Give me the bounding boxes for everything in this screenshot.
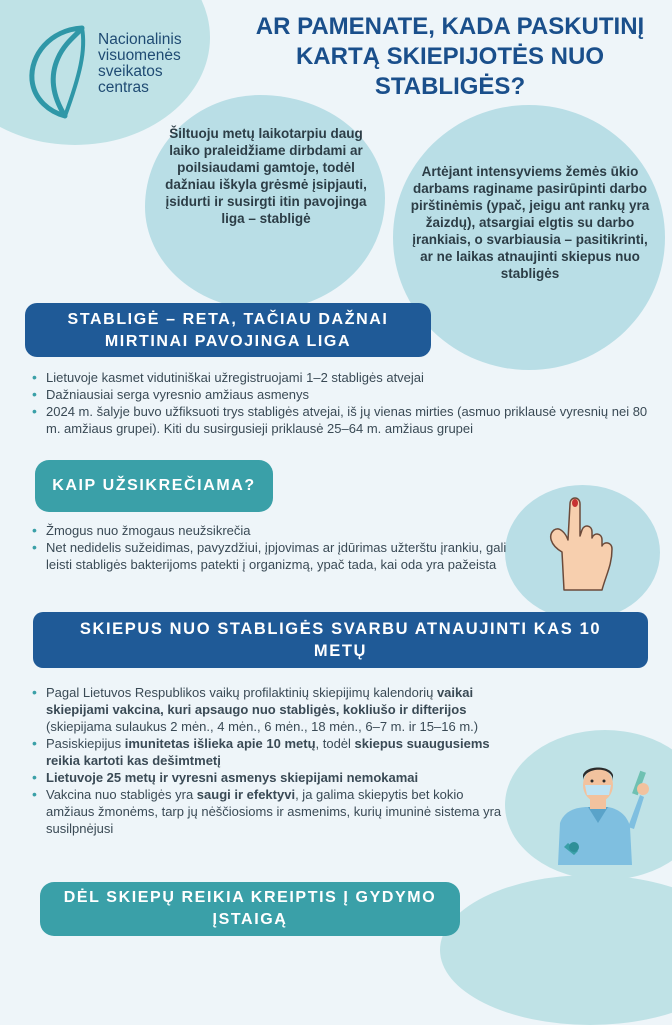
item-bold: Lietuvoje 25 metų ir vyresni asmenys skiepijami nemokamai (46, 770, 419, 785)
section-banner-contact (40, 882, 460, 936)
section-banner-revaccination (33, 612, 648, 668)
item-text: Vakcina nuo stabligės yra (46, 787, 197, 802)
title-line: AR PAMENATE, KADA PASKUTINĮ (255, 13, 645, 40)
logo-line: visuomenės (98, 47, 181, 64)
list-item (32, 769, 512, 786)
bubble-left-text: Šiltuoju metų laikotarpiu daug laiko praleidžiame dirbdami ar poilsiaudami gamtoje, todėl dažniau iškyla grėsmė įsipjauti, įsidurti ir susirgti itin pavojinga liga – stabligė (165, 126, 367, 226)
item-bold: vaikai skiepijami vakcina, kuri apsaugo nuo stabligės, kokliušo ir difterijos (46, 685, 474, 717)
vaccination-list (32, 684, 512, 837)
banner-line: ĮSTAIGĄ (212, 911, 288, 928)
item-text: Pagal Lietuvos Respublikos vaikų profilaktinių skiepijimų kalendorių (46, 685, 437, 700)
logo-line: sveikatos (98, 63, 163, 80)
list-item: • Net nedidelis sužeidimas, pavyzdžiui, įpjovimas ar įdūrimas užterštu įrankiu, gali leisti stabligės bakterijoms patekti į organizmą, ypač tada, kai oda yra pažeista (32, 539, 512, 573)
item-bold: skiepus suaugusiems reikia kartoti kas dešimtmetį (46, 736, 490, 768)
list-item (32, 786, 512, 837)
list-item: • Lietuvoje kasmet vidutiniškai užregistruojami 1–2 stabligės atvejai (32, 369, 662, 386)
injured-finger-icon (540, 490, 630, 595)
title-line: STABLIGĖS? (374, 73, 526, 100)
list-item: • Dažniausiai serga vyresnio amžiaus asmenys (32, 386, 662, 403)
list-item: • 2024 m. šalyje buvo užfiksuoti trys stabligės atvejai, iš jų vienas mirties (asmuo priklausė vyresnių nei 80 m. amžiaus grupei). Kiti du susirgusieji priklausė 25–64 m. amžiaus grupei (32, 403, 662, 437)
facts-list (32, 369, 662, 437)
page-title (235, 12, 665, 102)
logo-line: Nacionalinis (98, 31, 182, 48)
decorative-blob (440, 875, 672, 1025)
list-item: • Žmogus nuo žmogaus neužsikrečia (32, 522, 512, 539)
item-bold: imunitetas išlieka apie 10 metų (124, 736, 316, 751)
banner-line: SKIEPUS NUO STABLIGĖS SVARBU ATNAUJINTI KAS 10 (79, 620, 602, 638)
item-text: , todėl (315, 736, 355, 751)
doctor-with-syringe-icon (540, 755, 665, 865)
banner-line: METŲ (313, 642, 368, 660)
list-item (32, 735, 512, 769)
section-banner-rare-disease (25, 303, 431, 357)
nvsc-logo-icon (20, 20, 100, 120)
banner-line: MIRTINAI PAVOJINGA LIGA (104, 333, 352, 350)
banner-line: STABLIGĖ – RETA, TAČIAU DAŽNAI (67, 311, 389, 328)
item-text: , ja galima skiepytis bet kokio amžiaus žmonėms, tarp jų nėščiosioms ir asmenims, kurių imuninė sistema yra susilpnėjusi (46, 787, 502, 836)
item-bold: saugi ir efektyvi (196, 787, 296, 802)
list-item (32, 684, 512, 735)
item-text: Pasiskiepijus (46, 736, 125, 751)
bubble-right-text: Artėjant intensyviems žemės ūkio darbams raginame pasirūpinti darbo pirštinėmis (ypač, jeigu ant rankų yra žaizdų), atsargiai elgtis su darbo įrankiais, o svarbiausia – pasitikrinti, ar ne laikas atnaujinti skiepus nuo stabligės (410, 164, 650, 281)
logo-line: centras (98, 79, 149, 96)
item-text: (skiepijama sulaukus 2 mėn., 4 mėn., 6 mėn., 18 mėn., 6–7 m. ir 15–16 m.) (46, 719, 479, 734)
transmission-list (32, 522, 512, 573)
banner-line: DĖL SKIEPŲ REIKIA KREIPTIS Į GYDYMO (63, 889, 437, 906)
title-line: KARTĄ SKIEPIJOTĖS NUO (295, 43, 605, 70)
section-banner-transmission: KAIP UŽSIKREČIAMA? (35, 460, 273, 512)
logo-text (98, 32, 182, 96)
